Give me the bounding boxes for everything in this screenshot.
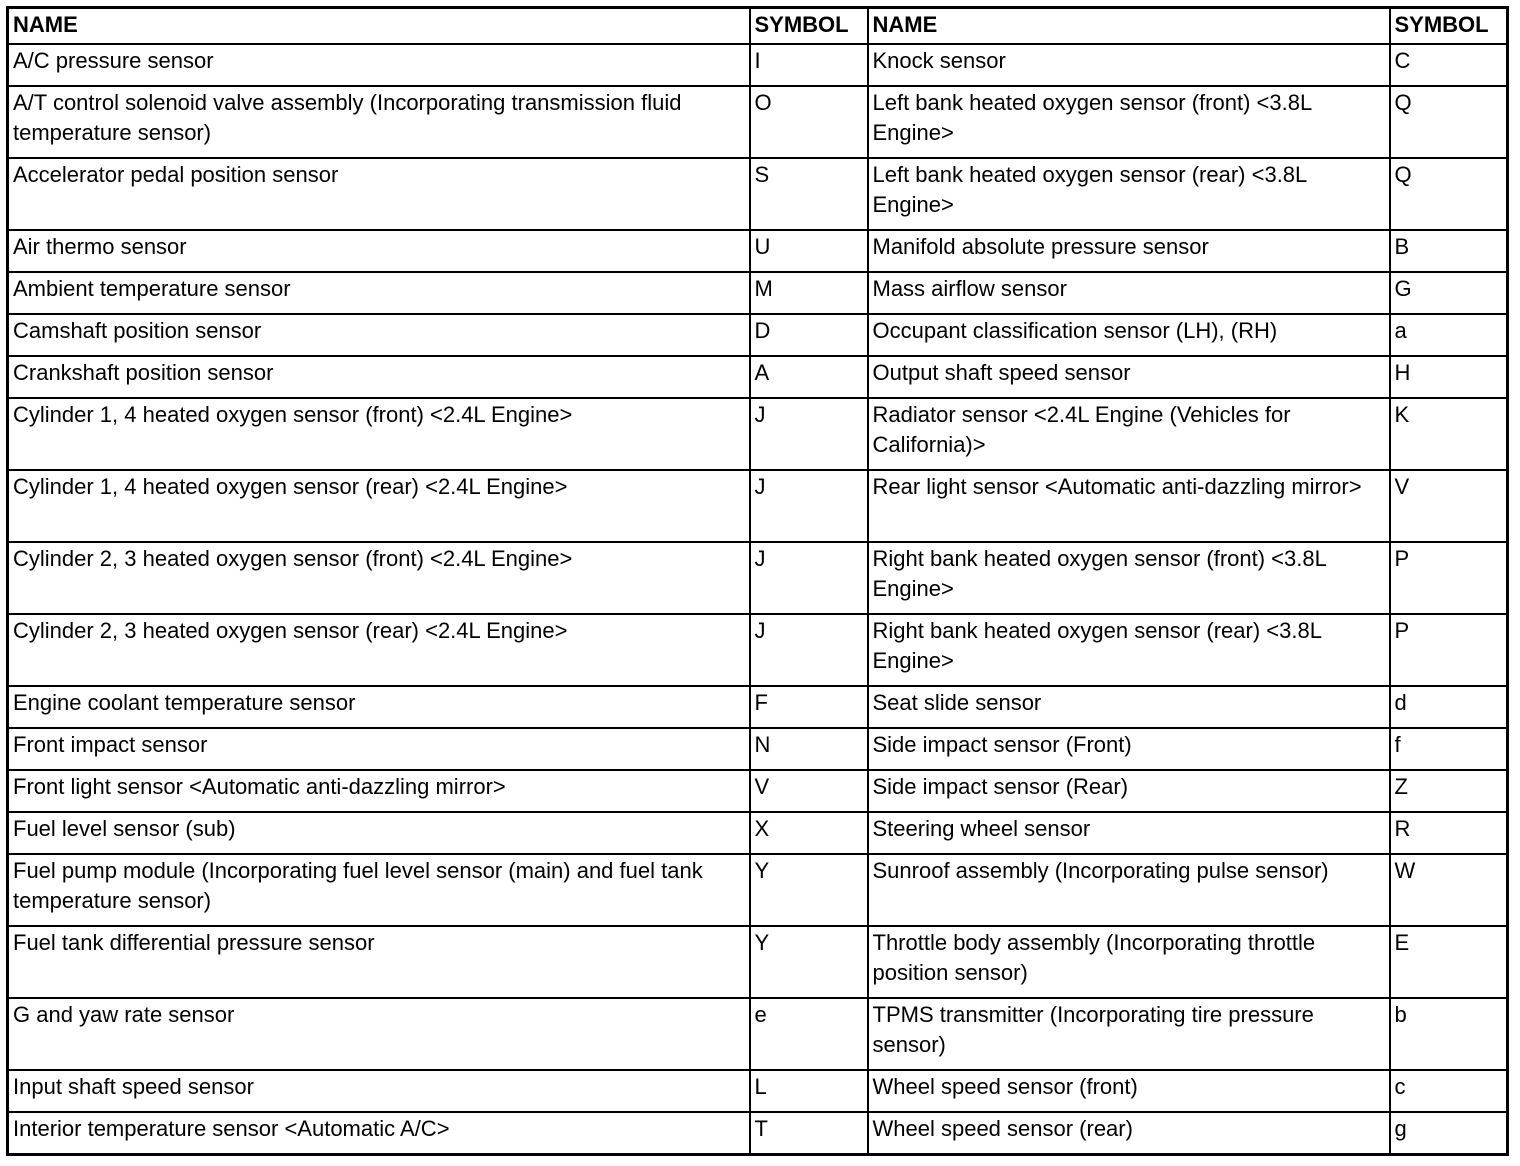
table-row [8, 230, 1508, 272]
cell-name-right: Side impact sensor (Front) [868, 728, 1390, 770]
cell-symbol-left: Y [750, 854, 868, 926]
table-row [8, 728, 1508, 770]
cell-symbol-right: V [1390, 470, 1508, 542]
table-row [8, 398, 1508, 470]
cell-symbol-left: U [750, 230, 868, 272]
cell-symbol-right: Q [1390, 86, 1508, 158]
cell-symbol-right: E [1390, 926, 1508, 998]
cell-symbol-right: Q [1390, 158, 1508, 230]
cell-symbol-right: f [1390, 728, 1508, 770]
cell-symbol-right: K [1390, 398, 1508, 470]
cell-symbol-right: d [1390, 686, 1508, 728]
cell-name-left: Cylinder 1, 4 heated oxygen sensor (front) <2.4L Engine> [8, 398, 750, 470]
cell-symbol-right: W [1390, 854, 1508, 926]
header-name-left: NAME [8, 8, 750, 45]
cell-name-right: Rear light sensor <Automatic anti-dazzling mirror> [868, 470, 1390, 542]
cell-name-left: Accelerator pedal position sensor [8, 158, 750, 230]
table-row [8, 926, 1508, 998]
cell-name-right: Right bank heated oxygen sensor (front) <3.8L Engine> [868, 542, 1390, 614]
cell-name-right: Output shaft speed sensor [868, 356, 1390, 398]
table-row [8, 614, 1508, 686]
cell-symbol-left: e [750, 998, 868, 1070]
cell-name-right: Sunroof assembly (Incorporating pulse sensor) [868, 854, 1390, 926]
cell-name-left: Fuel pump module (Incorporating fuel level sensor (main) and fuel tank temperature sensor) [8, 854, 750, 926]
cell-name-right: Wheel speed sensor (rear) [868, 1112, 1390, 1154]
cell-symbol-right: Z [1390, 770, 1508, 812]
table-row [8, 44, 1508, 86]
table-row [8, 686, 1508, 728]
cell-name-right: Manifold absolute pressure sensor [868, 230, 1390, 272]
cell-symbol-right: a [1390, 314, 1508, 356]
cell-name-left: Engine coolant temperature sensor [8, 686, 750, 728]
sensor-symbol-table [6, 6, 1509, 1156]
cell-symbol-left: V [750, 770, 868, 812]
cell-name-right: Side impact sensor (Rear) [868, 770, 1390, 812]
cell-name-right: Mass airflow sensor [868, 272, 1390, 314]
cell-name-right: Throttle body assembly (Incorporating throttle position sensor) [868, 926, 1390, 998]
header-symbol-right: SYMBOL [1390, 8, 1508, 45]
table-row [8, 770, 1508, 812]
cell-symbol-left: Y [750, 926, 868, 998]
table-row [8, 86, 1508, 158]
cell-symbol-left: A [750, 356, 868, 398]
table-row [8, 854, 1508, 926]
cell-symbol-right: c [1390, 1070, 1508, 1112]
cell-symbol-right: H [1390, 356, 1508, 398]
cell-symbol-left: O [750, 86, 868, 158]
cell-symbol-left: S [750, 158, 868, 230]
table-row [8, 470, 1508, 542]
cell-symbol-left: T [750, 1112, 868, 1154]
cell-name-left: A/C pressure sensor [8, 44, 750, 86]
cell-name-left: Cylinder 2, 3 heated oxygen sensor (rear) <2.4L Engine> [8, 614, 750, 686]
cell-name-left: Front impact sensor [8, 728, 750, 770]
cell-name-right: Right bank heated oxygen sensor (rear) <3.8L Engine> [868, 614, 1390, 686]
header-name-right: NAME [868, 8, 1390, 45]
cell-symbol-left: X [750, 812, 868, 854]
cell-name-left: Input shaft speed sensor [8, 1070, 750, 1112]
cell-symbol-left: I [750, 44, 868, 86]
cell-name-left: Camshaft position sensor [8, 314, 750, 356]
cell-symbol-left: M [750, 272, 868, 314]
cell-name-right: Left bank heated oxygen sensor (rear) <3.8L Engine> [868, 158, 1390, 230]
cell-name-right: Steering wheel sensor [868, 812, 1390, 854]
cell-name-right: TPMS transmitter (Incorporating tire pressure sensor) [868, 998, 1390, 1070]
cell-symbol-left: J [750, 542, 868, 614]
cell-name-left: Ambient temperature sensor [8, 272, 750, 314]
table-row [8, 542, 1508, 614]
table-row [8, 1112, 1508, 1154]
cell-name-right: Wheel speed sensor (front) [868, 1070, 1390, 1112]
cell-symbol-right: C [1390, 44, 1508, 86]
table-row [8, 272, 1508, 314]
table-row [8, 158, 1508, 230]
cell-name-left: Cylinder 2, 3 heated oxygen sensor (front) <2.4L Engine> [8, 542, 750, 614]
cell-name-left: Air thermo sensor [8, 230, 750, 272]
cell-symbol-right: R [1390, 812, 1508, 854]
cell-name-left: Fuel level sensor (sub) [8, 812, 750, 854]
cell-symbol-left: J [750, 470, 868, 542]
cell-name-right: Left bank heated oxygen sensor (front) <3.8L Engine> [868, 86, 1390, 158]
cell-name-left: Fuel tank differential pressure sensor [8, 926, 750, 998]
cell-symbol-left: J [750, 398, 868, 470]
cell-symbol-right: B [1390, 230, 1508, 272]
cell-name-left: A/T control solenoid valve assembly (Incorporating transmission fluid temperature sensor) [8, 86, 750, 158]
header-symbol-left: SYMBOL [750, 8, 868, 45]
cell-symbol-left: F [750, 686, 868, 728]
cell-symbol-right: P [1390, 542, 1508, 614]
table-row [8, 812, 1508, 854]
table-row [8, 314, 1508, 356]
cell-name-left: G and yaw rate sensor [8, 998, 750, 1070]
cell-name-left: Front light sensor <Automatic anti-dazzling mirror> [8, 770, 750, 812]
cell-name-right: Knock sensor [868, 44, 1390, 86]
cell-symbol-left: L [750, 1070, 868, 1112]
table-row [8, 356, 1508, 398]
table-row [8, 998, 1508, 1070]
cell-symbol-right: g [1390, 1112, 1508, 1154]
cell-name-right: Occupant classification sensor (LH), (RH) [868, 314, 1390, 356]
cell-name-left: Crankshaft position sensor [8, 356, 750, 398]
cell-name-right: Radiator sensor <2.4L Engine (Vehicles for California)> [868, 398, 1390, 470]
cell-symbol-right: b [1390, 998, 1508, 1070]
cell-name-left: Interior temperature sensor <Automatic A/C> [8, 1112, 750, 1154]
table-body [8, 44, 1508, 1154]
cell-name-right: Seat slide sensor [868, 686, 1390, 728]
table-header-row [8, 8, 1508, 45]
cell-symbol-left: D [750, 314, 868, 356]
cell-symbol-left: N [750, 728, 868, 770]
cell-symbol-right: G [1390, 272, 1508, 314]
cell-name-left: Cylinder 1, 4 heated oxygen sensor (rear) <2.4L Engine> [8, 470, 750, 542]
cell-symbol-left: J [750, 614, 868, 686]
cell-symbol-right: P [1390, 614, 1508, 686]
table-row [8, 1070, 1508, 1112]
